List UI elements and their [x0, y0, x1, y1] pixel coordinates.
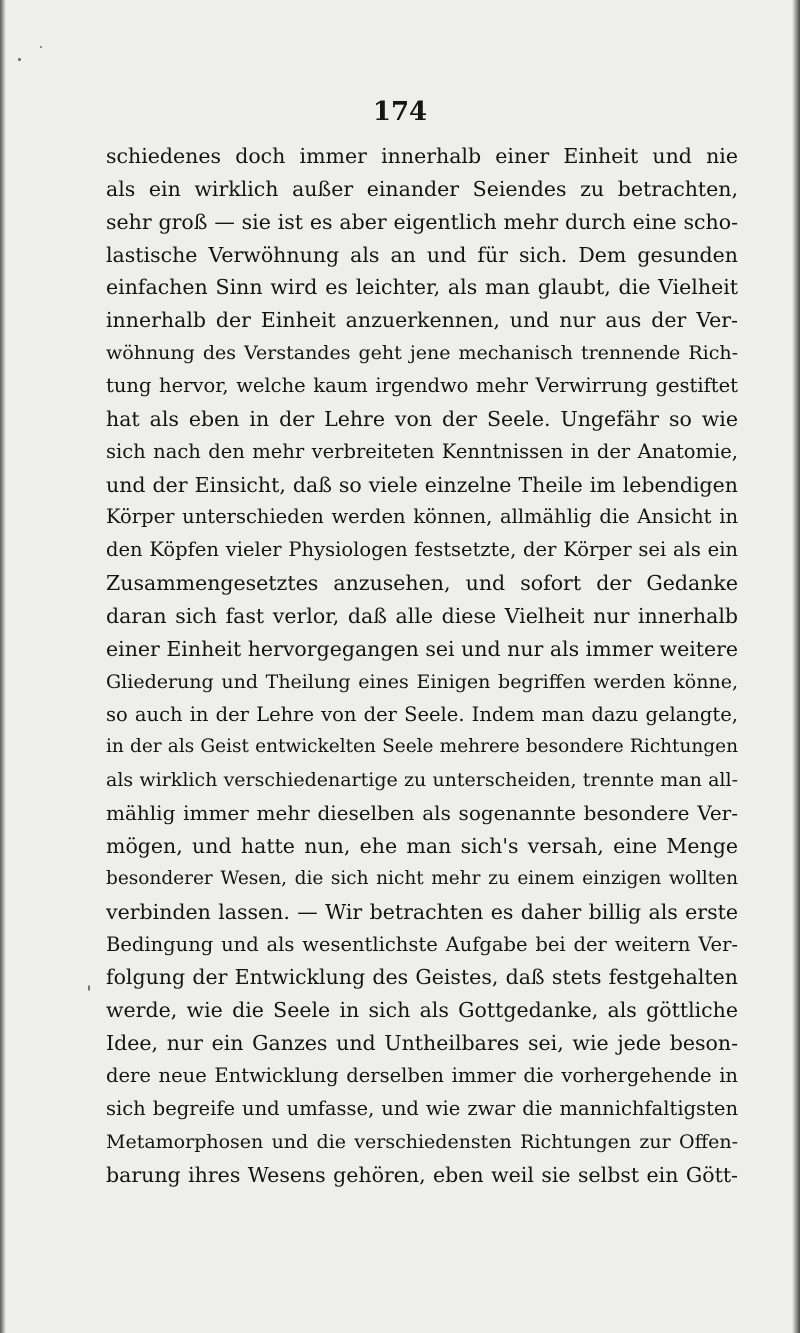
text-line: so auch in der Lehre von der Seele. Indem man dazu gelangte, [106, 702, 738, 726]
text-line: Zusammengesetztes anzusehen, und sofort der Gedanke [106, 571, 738, 596]
text-line: Idee, nur ein Ganzes und Untheilbares sei, wie jede beson- [106, 1031, 738, 1056]
text-line: innerhalb der Einheit anzuerkennen, und nur aus der Ver- [106, 308, 738, 333]
text-line: mögen, und hatte nun, ehe man sich's versah, eine Menge [106, 834, 738, 859]
text-line: Metamorphosen und die verschiedensten Richtungen zur Offen- [106, 1130, 738, 1153]
text-line: lastische Verwöhnung als an und für sich. Dem gesunden [106, 242, 738, 267]
text-line: schiedenes doch immer innerhalb einer Einheit und nie [106, 144, 738, 168]
page-shadow-left [0, 0, 6, 1333]
page-shadow-right [792, 0, 800, 1333]
text-line: hat als eben in der Lehre von der Seele. Ungefähr so wie [106, 406, 738, 431]
text-line: tung hervor, welche kaum irgendwo mehr Verwirrung gestiftet [106, 374, 738, 398]
text-line: dere neue Entwicklung derselben immer die vorhergehende in [106, 1064, 738, 1088]
text-line: einer Einheit hervorgegangen sei und nur als immer weitere [106, 636, 738, 661]
text-line: den Köpfen vieler Physiologen festsetzte, der Körper sei als ein [106, 538, 738, 562]
text-line: besonderer Wesen, die sich nicht mehr zu einem einzigen wollten [106, 867, 738, 889]
page-number: 174 [372, 97, 428, 127]
text-line: und der Einsicht, daß so viele einzelne Theile im lebendigen [106, 472, 738, 497]
text-line: folgung der Entwicklung des Geistes, daß stets festgehalten [106, 965, 738, 990]
text-line: daran sich fast verlor, daß alle diese Vielheit nur innerhalb [106, 604, 738, 629]
text-line: als ein wirklich außer einander Seiendes zu betrachten, [106, 176, 738, 201]
paper-speck [88, 985, 90, 991]
text-line: werde, wie die Seele in sich als Gottgedanke, als göttliche [106, 998, 738, 1023]
body-text [106, 140, 738, 1192]
text-line: als wirklich verschiedenartige zu unterscheiden, trennte man all- [106, 769, 738, 792]
text-line: in der als Geist entwickelten Seele mehrere besondere Richtungen [106, 736, 738, 758]
text-line: einfachen Sinn wird es leichter, als man glaubt, die Vielheit [106, 275, 738, 300]
text-line: sehr groß — sie ist es aber eigentlich mehr durch eine scho- [106, 209, 738, 234]
text-line: sich begreife und umfasse, und wie zwar die mannichfaltigsten [106, 1096, 738, 1120]
text-line: mählig immer mehr dieselben als sogenannte besondere Ver- [106, 801, 738, 826]
text-line: sich nach den mehr verbreiteten Kenntnissen in der Anatomie, [106, 439, 738, 463]
text-line: verbinden lassen. — Wir betrachten es daher billig als erste [106, 899, 738, 924]
text-line: Gliederung und Theilung eines Einigen begriffen werden könne, [106, 670, 738, 693]
paper-speck [18, 58, 21, 61]
text-line: barung ihres Wesens gehören, eben weil sie selbst ein Gött- [106, 1162, 738, 1187]
text-line: wöhnung des Verstandes geht jene mechanisch trennende Rich- [106, 342, 738, 365]
text-line: Bedingung und als wesentlichste Aufgabe bei der weitern Ver- [106, 932, 738, 956]
text-line: Körper unterschieden werden können, allmählig die Ansicht in [106, 505, 738, 529]
paper-speck [40, 46, 42, 48]
